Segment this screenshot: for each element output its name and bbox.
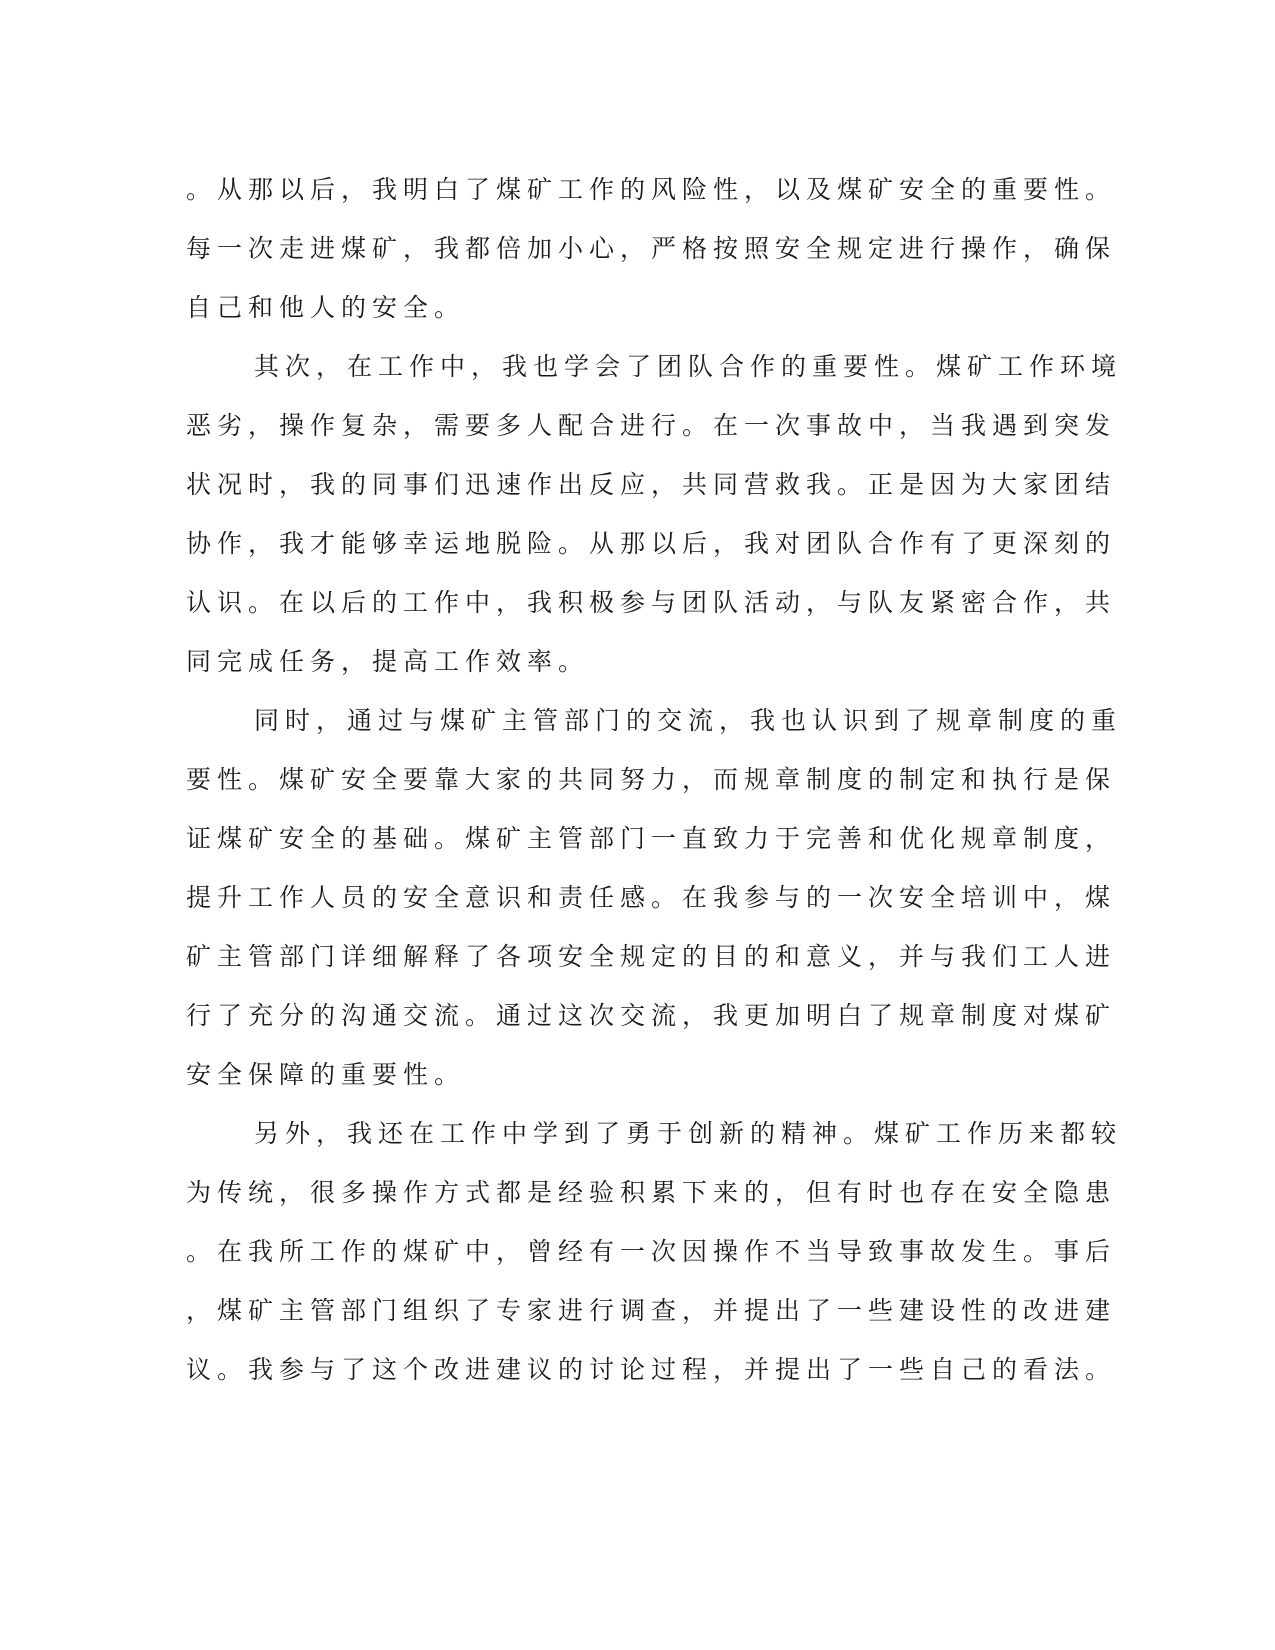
- text-line: 议。我参与了这个改进建议的讨论过程，并提出了一些自己的看法。: [186, 1355, 1117, 1384]
- text-line: 自己和他人的安全。: [186, 293, 466, 322]
- text-line: ，煤矿主管部门组织了专家进行调查，并提出了一些建设性的改进建: [186, 1296, 1117, 1325]
- text-line: 状况时，我的同事们迅速作出反应，共同营救我。正是因为大家团结: [186, 470, 1117, 499]
- text-line: 提升工作人员的安全意识和责任感。在我参与的一次安全培训中，煤: [186, 883, 1117, 912]
- text-line: 要性。煤矿安全要靠大家的共同努力，而规章制度的制定和执行是保: [186, 765, 1117, 794]
- paragraph-first-line: 同时，通过与煤矿主管部门的交流，我也认识到了规章制度的重: [254, 706, 1123, 735]
- text-line: 每一次走进煤矿，我都倍加小心，严格按照安全规定进行操作，确保: [186, 234, 1117, 263]
- text-line: 。从那以后，我明白了煤矿工作的风险性，以及煤矿安全的重要性。: [186, 175, 1117, 204]
- paragraph-first-line: 另外，我还在工作中学到了勇于创新的精神。煤矿工作历来都较: [254, 1119, 1123, 1148]
- text-line: 证煤矿安全的基础。煤矿主管部门一直致力于完善和优化规章制度，: [186, 824, 1117, 853]
- text-line: 认识。在以后的工作中，我积极参与团队活动，与队友紧密合作，共: [186, 588, 1117, 617]
- paragraph-first-line: 其次，在工作中，我也学会了团队合作的重要性。煤矿工作环境: [254, 352, 1123, 381]
- text-line: 恶劣，操作复杂，需要多人配合进行。在一次事故中，当我遇到突发: [186, 411, 1117, 440]
- text-line: 同完成任务，提高工作效率。: [186, 647, 590, 676]
- text-line: 为传统，很多操作方式都是经验积累下来的，但有时也存在安全隐患: [186, 1178, 1117, 1207]
- text-line: 矿主管部门详细解释了各项安全规定的目的和意义，并与我们工人进: [186, 942, 1117, 971]
- text-line: 协作，我才能够幸运地脱险。从那以后，我对团队合作有了更深刻的: [186, 529, 1117, 558]
- text-line: 行了充分的沟通交流。通过这次交流，我更加明白了规章制度对煤矿: [186, 1001, 1117, 1030]
- document-body: [186, 160, 1123, 1399]
- text-line: 。在我所工作的煤矿中，曾经有一次因操作不当导致事故发生。事后: [186, 1237, 1117, 1266]
- text-line: 安全保障的重要性。: [186, 1060, 466, 1089]
